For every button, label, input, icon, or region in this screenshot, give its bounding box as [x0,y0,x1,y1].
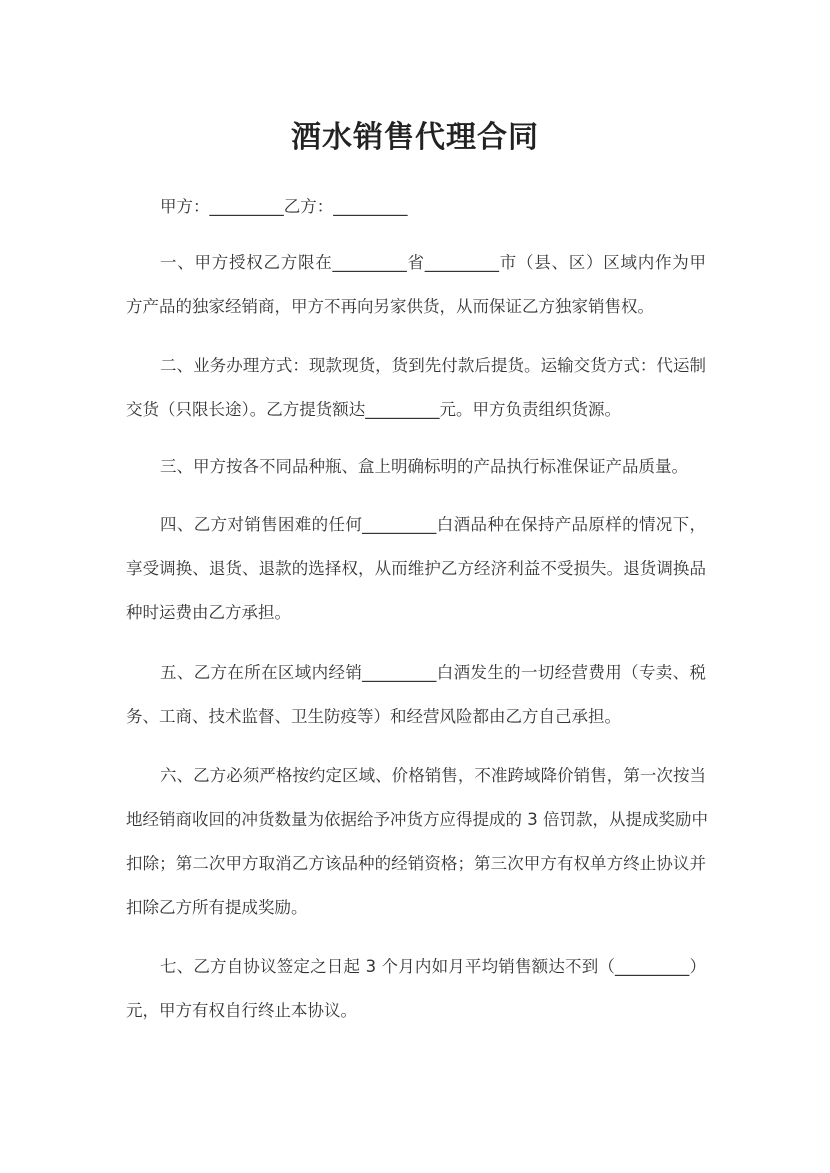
paragraph [126,503,706,635]
paragraph-line: 享受调换、退货、退款的选择权，从而维护乙方经济利益不受损失。退货调换品 [126,559,706,578]
paragraph-line: 交货（只限长途）。乙方提货额达_________元。甲方负责组织货源。 [126,400,621,419]
paragraph-line: 六、乙方必须严格按约定区域、价格销售，不准跨域降价销售，第一次按当 [160,766,706,785]
paragraph-line: 扣除；第二次甲方取消乙方该品种的经销资格；第三次甲方有权单方终止协议并 [126,854,706,873]
paragraph [126,651,706,739]
paragraph [126,241,706,329]
paragraph-line: 扣除乙方所有提成奖励。 [126,898,308,917]
paragraph-line: 五、乙方在所在区域内经销_________白酒发生的一切经营费用（专卖、税 [160,663,706,682]
paragraph-line: 四、乙方对销售困难的任何_________白酒品种在保持产品原样的情况下， [160,515,706,534]
paragraph-line: 地经销商收回的冲货数量为依据给予冲货方应得提成的 3 倍罚款，从提成奖励中 [126,810,708,829]
paragraph [126,754,706,930]
paragraph-line: 一、甲方授权乙方限在_________省_________市（县、区）区域内作为甲 [160,253,706,272]
paragraph-line: 三、甲方按各不同品种瓶、盒上明确标明的产品执行标准保证产品质量。 [160,457,688,476]
paragraph-line: 七、乙方自协议签定之日起 3 个月内如月平均销售额达不到（_________） [160,957,706,976]
paragraph-line: 务、工商、技术监督、卫生防疫等）和经营风险都由乙方自己承担。 [126,707,621,726]
paragraph-line: 二、业务办理方式：现款现货，货到先付款后提货。运输交货方式：代运制 [160,356,706,375]
paragraph-line: 种时运费由乙方承担。 [126,603,291,622]
paragraph [126,445,706,489]
paragraph-line: 方产品的独家经销商，甲方不再向另家供货，从而保证乙方独家销售权。 [126,297,654,316]
paragraph-line: 甲方：_________乙方：_________ [160,197,408,216]
paragraph [126,344,706,432]
paragraph [126,945,706,1033]
paragraph [126,185,706,229]
document-title: 酒水销售代理合同 [291,120,539,155]
paragraph-line: 元，甲方有权自行终止本协议。 [126,1001,357,1020]
